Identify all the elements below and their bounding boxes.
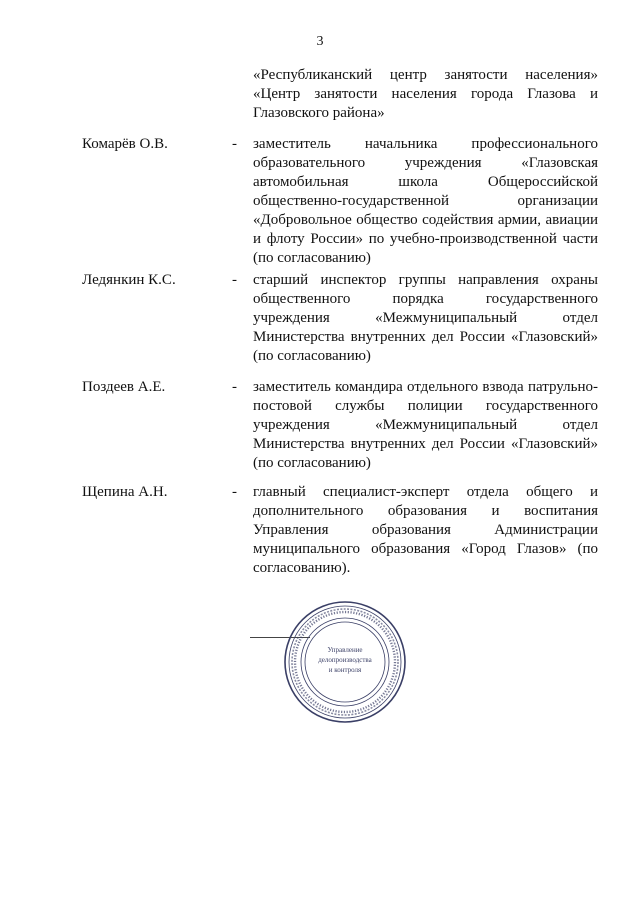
dash-separator: -	[232, 136, 237, 152]
seal-center-line: делопроизводства	[318, 656, 372, 664]
seal-center-line: и контроля	[328, 666, 362, 674]
page-number: 3	[316, 34, 324, 49]
seal-center-line: Управление	[327, 646, 363, 654]
member-position: старший инспектор группы направления охраны общественного порядка государственного учреждения «Межмуниципальный отдел Министерства внутренних дел России «Глазовский» (по согласованию)	[253, 272, 598, 364]
dash-separator: -	[232, 379, 237, 395]
seal-graphic	[283, 600, 407, 724]
member-position: главный специалист-эксперт отдела общего и дополнительного образования и воспитания Управления образования Администрации муниципального образования «Город Глазов» (по согласованию).	[253, 484, 598, 576]
member-name: Щепина А.Н.	[82, 484, 168, 500]
member-name: Комарёв О.В.	[82, 136, 168, 152]
continuation-text: «Республиканский центр занятости населения» «Центр занятости населения города Глазова и Глазовского района»	[253, 67, 598, 121]
member-position: заместитель командира отдельного взвода патрульно-постовой службы полиции государственного учреждения «Межмуниципальный отдел Министерства внутренних дел России «Глазовский» (по согласованию)	[253, 379, 598, 471]
member-position: заместитель начальника профессионального образовательного учреждения «Глазовская автомобильная школа Общероссийской общественно-государственной организации «Добровольное общество содействия армии, авиации и флоту России» по учебно-производственной части (по согласованию)	[253, 136, 598, 266]
dash-separator: -	[232, 272, 237, 288]
dash-separator: -	[232, 484, 237, 500]
official-seal	[283, 600, 407, 724]
member-name: Ледянкин К.С.	[82, 272, 176, 288]
member-name: Поздеев А.Е.	[82, 379, 166, 395]
